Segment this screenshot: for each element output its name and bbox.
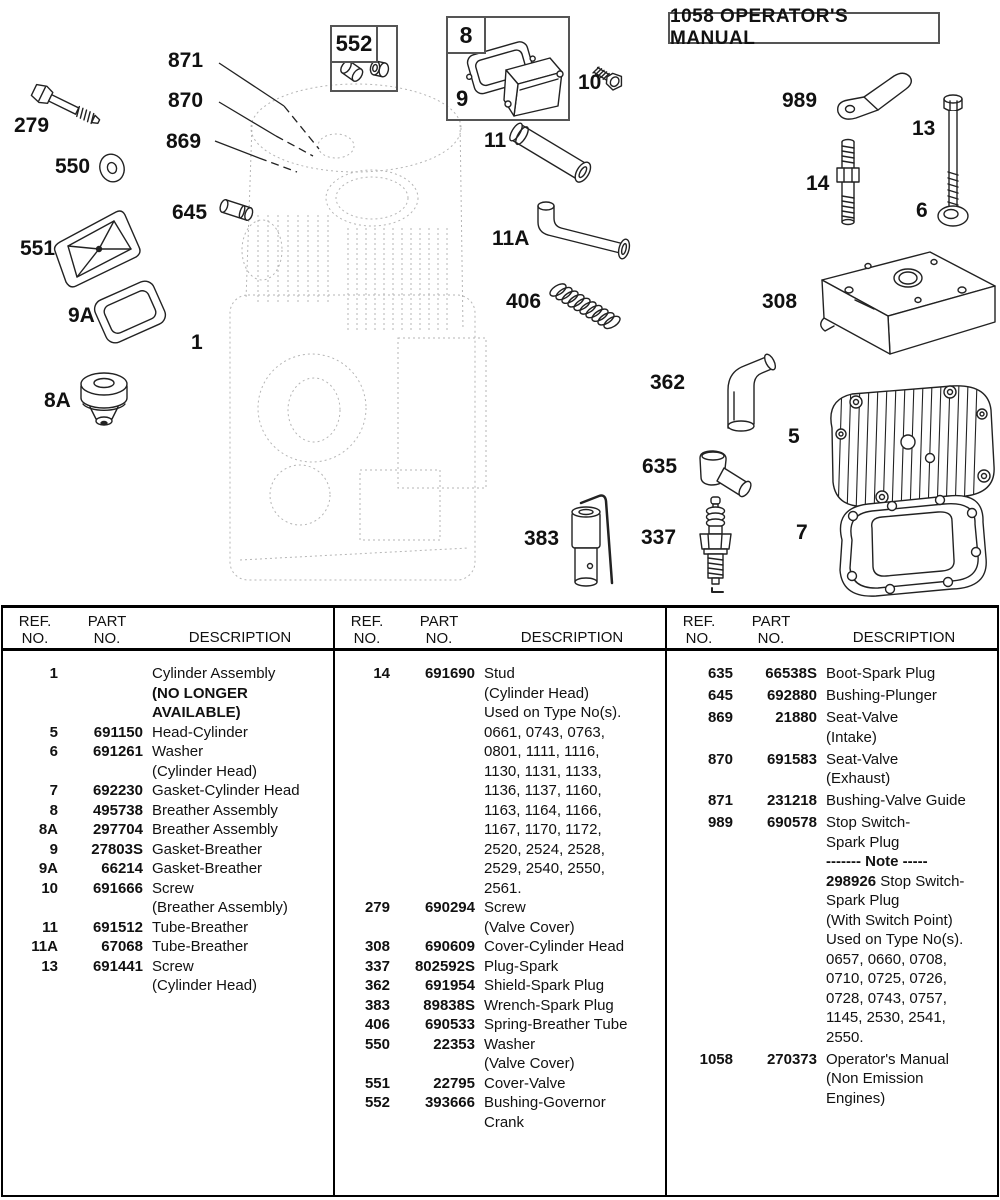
ref-no-cell: 9A (38, 860, 58, 877)
callout-870: 870 (168, 89, 204, 112)
callout-6: 6 (916, 199, 928, 222)
gasket-7-drawing (840, 496, 986, 597)
part-no-cell: 692880 (766, 687, 817, 704)
description-cell: Screw (Cylinder Head) (152, 957, 258, 994)
table-row (3, 918, 333, 938)
ref-no-cell: 8A (38, 821, 58, 838)
part-no-cell: 21880 (775, 709, 817, 726)
table-row (667, 686, 997, 706)
table-row (3, 781, 333, 801)
callout-550: 550 (55, 155, 91, 178)
description-cell: Tube-Breather (152, 918, 249, 936)
part-no-cell: 690578 (766, 814, 817, 831)
description-cell: Spring-Breather Tube (484, 1016, 628, 1033)
table-row (3, 937, 333, 957)
table-row (3, 820, 333, 840)
ref-no-cell: 406 (364, 1016, 390, 1033)
callout-989: 989 (782, 89, 818, 112)
callout-337: 337 (641, 526, 677, 549)
ref-no-cell: 869 (707, 709, 733, 726)
table-rows (667, 651, 997, 1195)
part-no-cell: 27803S (91, 840, 143, 858)
tube-11-drawing (507, 121, 594, 185)
leader-lines (215, 63, 319, 172)
ref-no-cell: 308 (364, 938, 390, 955)
callout-308: 308 (762, 290, 798, 313)
callout-10: 10 (578, 71, 602, 94)
ref-no-cell: 10 (41, 879, 58, 897)
ref-no-cell: 8 (49, 801, 58, 819)
description-cell: Seat-Valve (Exhaust) (826, 750, 899, 787)
callout-9a: 9A (68, 304, 95, 327)
description-cell: Gasket-Breather (152, 860, 263, 877)
ref-no-cell: 279 (364, 899, 390, 916)
ref-no-cell: 14 (373, 665, 390, 682)
ref-no-cell: 1 (49, 665, 58, 682)
table-row (3, 664, 333, 723)
description-cell: Breather Assembly (152, 821, 278, 838)
description-cell: Stop Switch- Spark Plug ------- Note ----- 298926 Stop Switch- Spark Plug (With Switch Point) Used on Type No(s). 0657, 0660, 0708, 0710, 0725, 0726, 0728, 0743, 0757, 1145, 2530, 2541, 2550. (826, 814, 965, 1046)
description-cell: Wrench-Spark Plug (484, 996, 614, 1014)
callout-406: 406 (506, 290, 542, 313)
description-cell: Breather Assembly (152, 801, 278, 819)
table-row (3, 840, 333, 860)
callout-5: 5 (788, 425, 800, 448)
description-header: DESCRIPTION (520, 629, 624, 646)
callout-551: 551 (20, 237, 56, 260)
ref-no-cell: 871 (707, 792, 733, 809)
ref-no-cell: 13 (41, 957, 58, 975)
part-no-cell: 691512 (92, 918, 143, 936)
cover-308-drawing (821, 252, 995, 354)
ref-no-header: REF. NO. (350, 613, 384, 647)
description-cell: Operator's Manual (Non Emission Engines) (826, 1050, 949, 1107)
ref-no-cell: 550 (364, 1035, 390, 1053)
valve-cover-551-drawing (55, 211, 140, 287)
part-no-cell: 67068 (101, 938, 143, 955)
callout-8a: 8A (44, 389, 71, 412)
callout-383: 383 (524, 527, 560, 550)
part-no-cell: 691690 (424, 665, 475, 682)
inset-box-552 (330, 25, 398, 92)
callout-9: 9 (456, 86, 469, 111)
ref-no-cell: 337 (364, 957, 390, 975)
boot-635-drawing (700, 451, 753, 499)
callout-645: 645 (172, 201, 208, 224)
stop-switch-989-drawing (838, 73, 912, 119)
part-no-cell: 297704 (92, 821, 143, 838)
cylinder-head-5-drawing (831, 382, 994, 514)
callout-635: 635 (642, 455, 678, 478)
ref-no-cell: 645 (707, 687, 733, 704)
callout-279: 279 (14, 114, 50, 137)
table-row (667, 750, 997, 789)
description-cell: Seat-Valve (Intake) (826, 709, 899, 746)
stud-14-drawing (837, 140, 859, 225)
callout-11: 11 (484, 129, 507, 152)
part-no-cell: 690294 (424, 899, 475, 916)
part-no-cell: 692230 (92, 782, 143, 799)
part-no-cell: 22795 (433, 1074, 475, 1092)
ref-no-cell: 362 (364, 977, 390, 994)
screw-13-drawing (944, 95, 962, 217)
callout-13: 13 (912, 117, 936, 140)
description-cell: Bushing-Valve Guide (826, 792, 966, 809)
ref-no-cell: 989 (707, 814, 733, 831)
part-no-cell: 691954 (424, 977, 475, 994)
table-row (667, 813, 997, 1047)
table-row (3, 859, 333, 879)
ref-no-cell: 11A (31, 938, 58, 955)
description-cell: Bushing-Plunger (826, 687, 937, 704)
table-row (667, 1050, 997, 1109)
table-row (335, 976, 665, 996)
description-cell: Washer (Valve Cover) (484, 1035, 575, 1072)
callout-11a: 11A (492, 227, 530, 250)
table-row (667, 664, 997, 684)
part-no-cell: 231218 (766, 792, 817, 809)
callout-14: 14 (806, 172, 830, 195)
description-cell: Plug-Spark (484, 957, 559, 975)
ref-no-cell: 7 (49, 782, 58, 799)
part-no-cell: 802592S (414, 957, 475, 975)
parts-table-column-1 (3, 608, 333, 1195)
part-no-cell: 66538S (765, 665, 817, 682)
part-no-cell: 89838S (423, 996, 475, 1014)
part-no-cell: 691441 (92, 957, 143, 975)
table-row (335, 996, 665, 1016)
description-cell: Gasket-Cylinder Head (152, 782, 300, 799)
description-cell: Shield-Spark Plug (484, 977, 605, 994)
table-row (335, 937, 665, 957)
table-rows (3, 651, 333, 1195)
part-no-cell: 22353 (433, 1035, 475, 1053)
table-header (335, 608, 665, 651)
spring-406-drawing (548, 281, 622, 331)
table-row (335, 898, 665, 937)
table-header (667, 608, 997, 651)
table-row (3, 801, 333, 821)
ref-no-header: REF. NO. (18, 613, 52, 647)
table-row (667, 708, 997, 747)
table-row (335, 1093, 665, 1132)
table-row (335, 1015, 665, 1035)
table-row (3, 879, 333, 918)
callout-7: 7 (796, 521, 808, 544)
description-cell: Cover-Valve (484, 1074, 566, 1092)
part-no-header: PART NO. (87, 613, 127, 647)
part-no-cell: 270373 (766, 1050, 817, 1068)
table-row (667, 791, 997, 811)
table-rows (335, 651, 665, 1195)
table-row (335, 957, 665, 977)
part-no-cell: 690609 (424, 938, 475, 955)
table-header (3, 608, 333, 651)
inset-box-552-label: 552 (332, 27, 378, 63)
ref-no-cell: 9 (49, 840, 58, 858)
description-cell: Tube-Breather (152, 938, 249, 955)
callout-362: 362 (650, 371, 686, 394)
part-no-cell: 691150 (93, 723, 143, 741)
ref-no-cell: 11 (42, 918, 58, 936)
gasket-9a-drawing (91, 278, 168, 346)
ref-no-cell: 635 (707, 665, 733, 682)
part-no-header: PART NO. (751, 613, 791, 647)
part-no-header: PART NO. (419, 613, 459, 647)
part-no-cell: 66214 (101, 860, 143, 877)
parts-table-column-2 (333, 608, 665, 1195)
description-cell: Stud (Cylinder Head) Used on Type No(s). 0661, 0743, 0763, 0801, 1111, 1116, 1130, 1131, 1133, 1136, 1137, 1160, 1163, 1164, 1166, 1167, 1170, 1172, 2520, 2524, 2528, 2529, 2540, 2550, 2561. (484, 665, 622, 897)
description-cell: Screw (Breather Assembly) (152, 879, 288, 916)
operators-manual-banner: 1058 OPERATOR'S MANUAL (668, 12, 940, 44)
breather-8a-drawing (81, 373, 127, 425)
description-header: DESCRIPTION (188, 629, 292, 646)
table-row (335, 664, 665, 898)
table-row (335, 1035, 665, 1074)
spark-plug-337-drawing (700, 497, 731, 592)
cylinder-assembly-sketch (230, 84, 486, 580)
table-row (3, 723, 333, 743)
ref-no-cell: 1058 (699, 1050, 733, 1068)
description-cell: Cover-Cylinder Head (484, 938, 625, 955)
bushing-645-drawing (219, 199, 254, 222)
description-cell: Cylinder Assembly (NO LONGER AVAILABLE) (152, 665, 276, 721)
part-no-cell: 691666 (92, 879, 143, 897)
callout-1: 1 (191, 331, 203, 354)
inset-box-8-label: 8 (448, 18, 486, 54)
description-header: DESCRIPTION (852, 629, 956, 646)
wrench-383-drawing (572, 496, 612, 586)
ref-no-cell: 6 (49, 743, 58, 760)
washer-550-drawing (96, 151, 127, 185)
description-cell: Washer (Cylinder Head) (152, 743, 258, 780)
inset-box-8 (446, 16, 570, 121)
ref-no-header: REF. NO. (682, 613, 716, 647)
part-no-cell: 691583 (766, 750, 817, 768)
ref-no-cell: 870 (707, 750, 733, 768)
part-no-cell: 495738 (92, 801, 143, 819)
description-cell: Gasket-Breather (152, 840, 263, 858)
parts-table-column-3 (665, 608, 997, 1195)
washer-6-drawing (938, 206, 968, 226)
description-cell: Boot-Spark Plug (826, 665, 936, 682)
description-cell: Screw (Valve Cover) (484, 899, 575, 936)
callout-869: 869 (166, 130, 202, 153)
ref-no-cell: 551 (364, 1074, 390, 1092)
parts-table (1, 605, 999, 1197)
shield-362-drawing (728, 353, 778, 431)
table-row (3, 957, 333, 996)
table-row (335, 1074, 665, 1094)
callout-871: 871 (168, 49, 204, 72)
description-cell: Head-Cylinder (152, 723, 248, 741)
ref-no-cell: 5 (49, 723, 58, 741)
part-no-cell: 393666 (424, 1094, 475, 1111)
part-no-cell: 690533 (424, 1016, 475, 1033)
ref-no-cell: 552 (364, 1094, 390, 1111)
ref-no-cell: 383 (364, 996, 390, 1014)
table-row (3, 742, 333, 781)
tube-11a-drawing (538, 202, 631, 260)
part-no-cell: 691261 (92, 743, 143, 760)
description-cell: Bushing-Governor Crank (484, 1094, 606, 1131)
